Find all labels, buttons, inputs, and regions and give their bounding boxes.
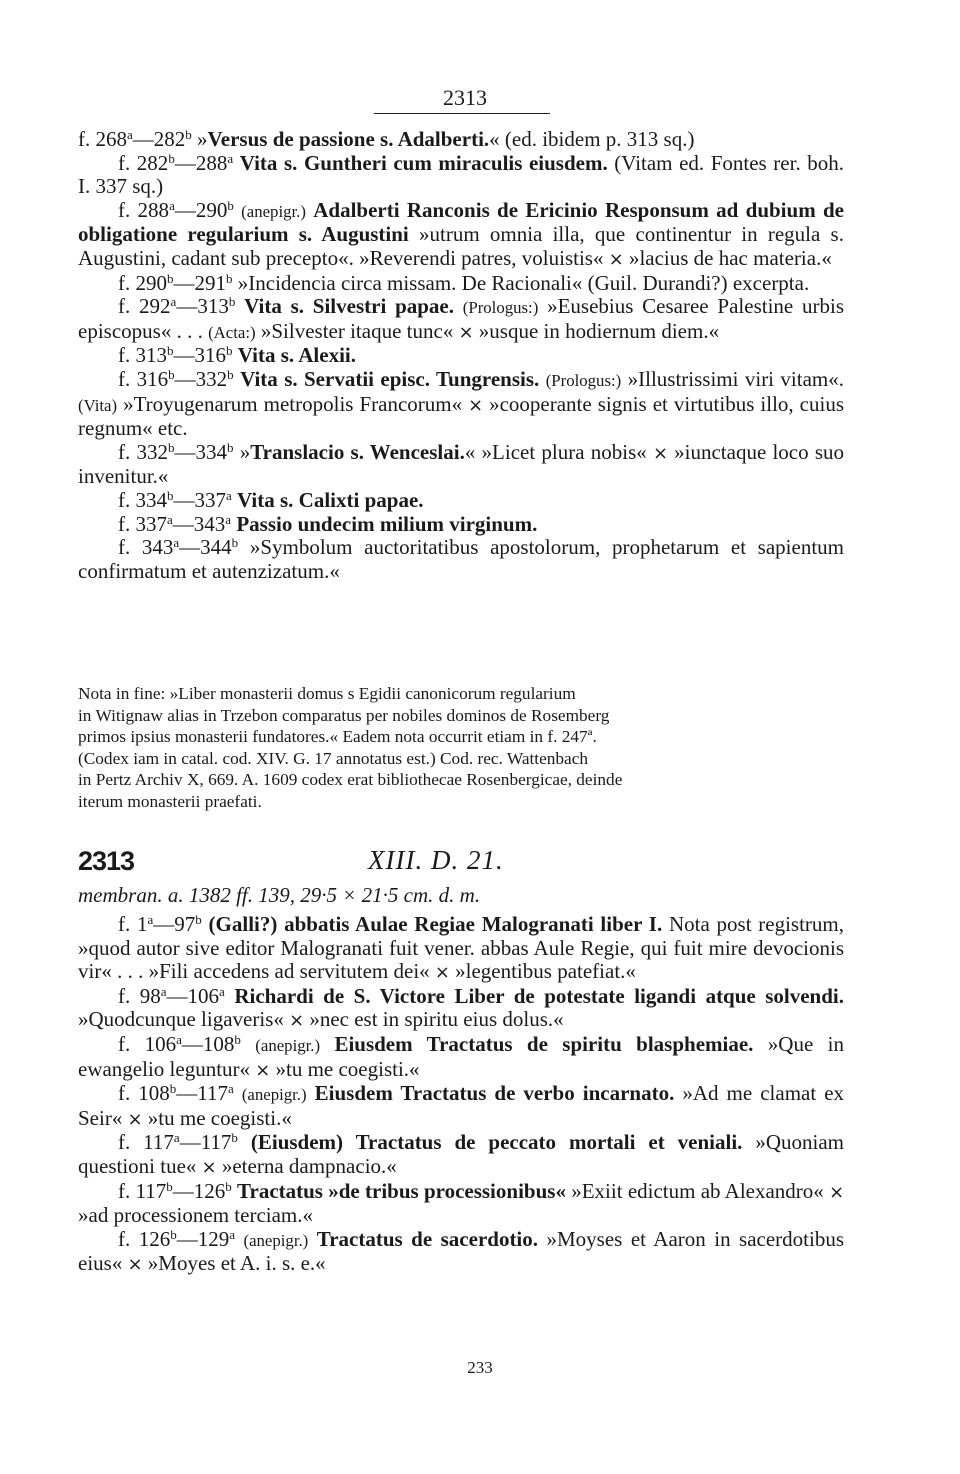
folio-dash: — [132,127,154,151]
folio-end: 288 [195,150,228,175]
folio-dash: — [176,294,198,319]
folio-start: f. 292 [118,294,171,319]
entry-text [320,1032,334,1056]
entry-text: »Ad me clamat ex Seir« [78,1081,845,1130]
cross-separator: × [468,394,484,416]
entry-text: » [233,439,251,464]
folio-side: b [167,270,174,286]
folio-side: b [226,270,233,286]
folio-side: b [227,197,234,213]
entry-text [238,1130,251,1154]
folio-side: a [170,294,177,309]
entry-list-codex-2313 [78,913,844,1277]
cross-separator: × [608,248,624,270]
entry-annotation: (Prologus:) [545,370,622,390]
entry-title: Versus de passione s. Adalberti. [207,127,490,151]
entry-text: Nota post registrum, »quod autor sive editor Malogranati fuit vener. abbas Aule Regie, qui fuit mire devocionis vir« . . . »Fili accedens ad servitutem dei« [78,912,845,984]
folio-side: a [173,1130,180,1146]
folio-end: 290 [195,197,228,222]
folio-side: a [127,126,133,142]
entry-annotation: (anepigr.) [241,1085,307,1105]
folio-side: b [167,343,174,359]
manuscript-entry [78,368,844,441]
folio-start: f. 268 [78,127,127,151]
folio-side: a [167,511,173,527]
folio-side: b [170,1226,177,1242]
folio-dash: — [174,150,196,175]
folio-end: 129 [197,1226,230,1251]
folio-dash: — [166,983,188,1008]
entry-annotation: (anepigr.) [255,1035,321,1055]
entry-text: »iunctaque loco suo invenitur.« [78,439,844,489]
cross-separator: × [127,1254,143,1276]
folio-side: b [166,1178,173,1194]
manuscript-entry [78,1033,844,1082]
folio-side: b [226,439,234,455]
manuscript-entry [78,295,844,344]
folio-end: 97 [174,912,196,936]
cross-separator: × [829,1181,845,1203]
folio-end: 117 [197,1081,229,1106]
folio-start: f. 282 [118,150,169,175]
entry-text: »Moyses et Aaron in sacerdotibus eius« [78,1226,845,1276]
folio-start: f. 332 [118,439,168,464]
cross-separator: × [127,1108,143,1130]
folio-side: b [167,439,175,455]
entry-text: »Quoniam questioni tue« [78,1130,844,1178]
entry-title: Vita s. Servatii episc. Tungrensis. [240,366,540,391]
nota-line: (Codex iam in catal. cod. XIV. G. 17 annotatus est.) Cod. rec. Wattenbach [78,748,589,768]
entry-text: »legentibus patefiat.« [449,959,636,984]
folio-end: 117 [200,1130,232,1155]
folio-start: f. 98 [118,983,161,1008]
entry-text [235,1227,243,1251]
manuscript-entry [78,128,844,152]
entry-text: « (ed. ibidem p. 313 sq.) [489,127,695,151]
folio-dash: — [176,1081,198,1106]
folio-side: b [231,1130,238,1146]
entry-text [307,1081,315,1105]
entry-text: »utrum omnia illa, que continentur in regula s. Augustini, cadant sub precepto«. »Reverendi patres, voluistis« [78,222,844,270]
entry-text: »tu me coegisti.« [142,1105,292,1130]
entry-text [235,294,244,318]
folio-end: 344 [200,535,232,560]
folio-side: b [185,126,192,142]
entry-text: »Incidencia circa missam. De Racionali« (Guil. Durandi?) excerpta. [232,270,810,295]
manuscript-entry [78,344,844,368]
entry-text: »Troyugenarum metropolis Francorum« [117,391,469,416]
entry-text: »Exiit edictum ab Alexandro« [565,1178,830,1203]
folio-end: 313 [197,294,229,319]
manuscript-entry [78,441,844,489]
entry-text [233,151,240,175]
entry-annotation: (anepigr.) [241,201,306,221]
cross-separator: × [255,1059,271,1081]
entry-annotation: (anepigr.) [243,1230,309,1250]
folio-side: b [169,1081,177,1096]
nota-line: iterum monasterii praefati. [78,791,262,811]
entry-title: (Galli?) abbatis Aulae Regiae Malogranati liber I. [208,912,663,936]
folio-start: f. 126 [118,1226,171,1251]
entry-title: Richardi de S. Victore Liber de potestate ligandi atque solvendi. [234,983,845,1008]
manuscript-entry [78,152,844,199]
folio-side: b [168,150,175,166]
folio-side: a [147,911,154,927]
folio-side: a [226,487,232,503]
folio-side: b [226,343,233,359]
folio-dash: — [173,270,195,295]
nota-line: primos ipsius monasterii fundatores.« Eadem nota occurrit etiam in f. 247ª. [78,727,597,747]
entry-title: Adalberti Ranconis de Ericinio Responsum ad dubium de obligatione regularium s. Augustini [78,197,845,247]
manuscript-entry [78,489,844,513]
manuscript-entry [78,536,844,583]
folio-end: 282 [153,127,186,151]
header-rule [374,113,550,114]
nota-block [78,683,844,813]
folio-side: b [234,1031,241,1047]
entry-text: »lacius de hac materia.« [623,245,832,270]
entry-title: Tractatus »de tribus processionibus« [237,1178,566,1203]
codex-number: 2313 [78,846,135,876]
codex-description: membran. a. 1382 ff. 139, 29·5 × 21·5 cm. d. m. [78,883,481,907]
cross-separator: × [201,1156,217,1178]
folio-side: b [167,487,174,503]
entry-list-previous-codex [78,128,844,583]
folio-dash: — [174,439,196,464]
folio-side: a [227,150,234,166]
entry-text: »Que in ewangelio leguntur« [78,1031,845,1081]
entry-text: (Vitam ed. Fontes rer. boh. I. 337 sq.) [78,150,845,199]
entry-title: Translacio s. Wenceslai. [250,439,465,464]
folio-end: 332 [195,366,228,391]
entry-annotation: (Acta:) [208,322,256,342]
folio-start: f. 117 [118,1130,174,1155]
manuscript-entry [78,513,844,537]
folio-start: f. 290 [118,270,167,295]
nota-line: in Witignaw alias in Trzebon comparatus per nobiles dominos de Rosemberg [78,705,610,725]
entry-text: »Eusebius Cesaree Palestine urbis episcopus« . . . [78,294,845,343]
entry-title: Vita s. Guntheri cum miraculis eiusdem. [239,150,608,175]
entry-text [225,984,235,1008]
folio-side: a [173,534,180,550]
folio-end: 316 [194,343,227,368]
codex-shelfmark: XIII. D. 21. [368,845,504,875]
folio-start: f. 288 [118,197,170,222]
folio-side: a [225,511,232,527]
entry-annotation: (Vita) [78,395,118,415]
folio-dash: — [172,511,194,536]
folio-start: f. 334 [118,487,167,512]
folio-end: 337 [194,487,227,512]
entry-text [241,1032,255,1056]
folio-start: f. 1 [118,912,148,936]
entry-text: « »Licet plura nobis« [464,439,653,464]
folio-end: 343 [193,511,226,536]
entry-text: »ad processionem terciam.« [78,1203,313,1228]
manuscript-entry [78,985,844,1033]
entry-text: »Moyes et A. i. s. e.« [142,1251,326,1276]
manuscript-entry [78,1082,844,1131]
entry-text: »Illustrissimi viri vitam«. [621,366,844,391]
folio-end: 291 [194,270,227,295]
running-header: 2313 [443,85,487,110]
folio-dash: — [153,912,175,936]
folio-side: b [168,366,175,382]
folio-side: b [195,911,202,927]
cross-separator: × [289,1010,305,1032]
folio-dash: — [173,343,195,368]
cross-separator: × [652,442,668,464]
entry-title: Passio undecim milium virginum. [236,511,538,536]
folio-dash: — [174,197,196,222]
entry-text: »cooperante signis et virtutibus illo, cuius regnum« etc. [78,391,844,441]
entry-text [454,294,463,318]
folio-dash: — [179,1130,201,1155]
entry-text: »tu me coegisti.« [270,1056,420,1081]
folio-start: f. 106 [118,1031,177,1056]
folio-start: f. 337 [118,511,167,536]
folio-start: f. 343 [118,535,174,560]
entry-title: Vita s. Silvestri papae. [244,294,454,319]
nota-line: Nota in fine: »Liber monasterii domus s Egidii canonicorum regularium [78,684,576,703]
manuscript-entry [78,199,844,272]
folio-side: b [228,294,236,309]
folio-dash: — [176,1226,198,1251]
manuscript-entry [78,272,844,296]
nota-line: in Pertz Archiv X, 669. A. 1609 codex erat bibliothecae Rosenbergicae, deinde [78,770,623,790]
entry-text: »Quodcunque ligaveris« [78,1007,290,1032]
folio-start: f. 313 [118,343,167,368]
entry-text: » [191,127,208,151]
folio-end: 334 [195,439,227,464]
entry-title: Vita s. Alexii. [237,343,356,368]
entry-title: Eiusdem Tractatus de spiritu blasphemiae. [334,1031,754,1056]
folio-side: a [229,1226,236,1242]
folio-side: b [225,1178,232,1194]
entry-text [202,912,209,936]
cross-separator: × [458,321,474,343]
folio-end: 106 [187,983,220,1008]
manuscript-entry [78,1131,844,1179]
entry-text: »eterna dampnacio.« [216,1153,397,1178]
folio-dash: — [181,1031,203,1056]
folio-side: b [227,366,234,382]
manuscript-entry [78,1180,844,1228]
entry-title: (Eiusdem) Tractatus de peccato mortali et veniali. [250,1130,743,1155]
folio-start: f. 117 [118,1178,167,1203]
folio-side: a [228,1081,234,1096]
entry-text: »usque in hodiernum diem.« [473,318,720,343]
folio-side: a [176,1031,182,1047]
folio-dash: — [172,1178,194,1203]
page-number: 233 [467,1358,493,1377]
folio-dash: — [173,487,195,512]
folio-start: f. 108 [118,1081,170,1106]
folio-dash: — [179,535,201,560]
folio-start: f. 316 [118,366,169,391]
entry-title: Vita s. Calixti papae. [237,487,424,512]
entry-text [234,1081,242,1105]
manuscript-entry [78,913,844,985]
cross-separator: × [434,962,450,984]
folio-end: 108 [202,1031,235,1056]
entry-text: »Silvester itaque tunc« [255,318,459,343]
entry-annotation: (Prologus:) [462,298,539,318]
entry-text: »nec est in spiritu eius dolus.« [304,1007,564,1032]
folio-side: a [169,197,175,213]
folio-end: 126 [193,1178,226,1203]
folio-dash: — [174,366,196,391]
folio-side: a [219,983,225,999]
folio-side: a [160,983,167,999]
entry-text: »Symbolum auctoritatibus apostolorum, prophetarum et sapientum confirmatum et autenzizatum.« [78,535,844,583]
entry-title: Tractatus de sacerdotio. [316,1226,539,1251]
folio-side: b [231,534,239,550]
manuscript-entry [78,1228,844,1277]
entry-title: Eiusdem Tractatus de verbo incarnato. [314,1081,675,1106]
entry-text [308,1227,316,1251]
